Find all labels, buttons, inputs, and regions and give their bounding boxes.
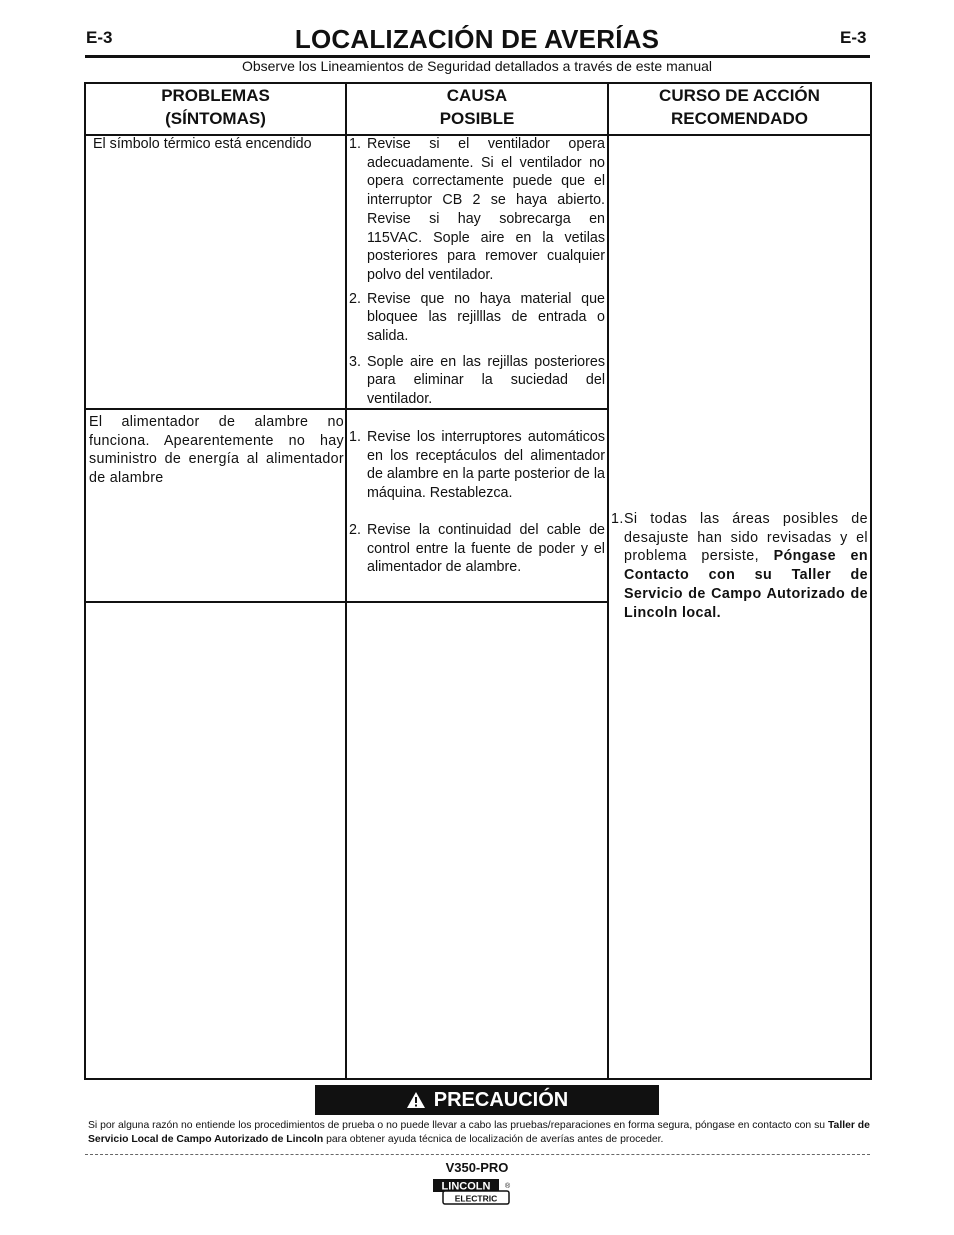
- action-item: [611, 510, 868, 622]
- action-text: Si todas las áreas posibles de desajuste han sido revisadas y el problema persiste,: [624, 511, 868, 565]
- action-text-bold: Póngase en Contacto con su Taller de Servicio de Campo Autorizado de Lincoln local.: [624, 548, 868, 621]
- column-header-problems: [86, 84, 345, 134]
- column-divider: [345, 84, 347, 1078]
- cause-number: 2.: [349, 521, 361, 538]
- page-subtitle: Observe los Lineamientos de Seguridad detallados a través de este manual: [241, 58, 713, 74]
- column-header-action: [609, 84, 870, 134]
- caution-text-part: para obtener ayuda técnica de localización de averías antes de proceder.: [326, 1133, 664, 1145]
- cause-cell: [349, 135, 605, 409]
- cause-number: 1.: [349, 136, 361, 152]
- problem-cell: El alimentador de alambre no funciona. Apearentemente no hay suministro de energía al alimentador de alambre: [89, 414, 344, 487]
- caution-text: [88, 1119, 874, 1146]
- cause-text: Sople aire en las rejillas posteriores para eliminar la suciedad del ventilador.: [367, 353, 605, 408]
- cause-item: [349, 353, 605, 409]
- cause-number: 2.: [349, 290, 361, 307]
- column-header-cause: [347, 84, 607, 134]
- caution-label: PRECAUCIÓN: [433, 1088, 569, 1111]
- row-divider: [86, 601, 609, 603]
- cause-item: [349, 521, 605, 577]
- warning-triangle-icon: [406, 1091, 426, 1109]
- cause-cell: [349, 428, 605, 577]
- caution-banner: [315, 1085, 659, 1115]
- header-line: RECOMENDADO: [671, 109, 808, 128]
- header-line: (SÍNTOMAS): [165, 109, 266, 128]
- cause-number: 3.: [349, 353, 361, 370]
- cause-text: Revise que no haya material que bloquee las rejilllas de entrada o salida.: [367, 290, 605, 345]
- page-code-right: E-3: [840, 28, 867, 47]
- cause-text: Revise la continuidad del cable de control entre la fuente de poder y el alimentador de alambre.: [367, 521, 605, 576]
- page-title: LOCALIZACIÓN DE AVERÍAS: [294, 24, 660, 54]
- cause-item: [349, 290, 605, 346]
- caution-text-part: Si por alguna razón no entiende los procedimientos de prueba o no puede llevar a cabo las pruebas/reparaciones en forma segura, póngase en contacto con su: [88, 1120, 826, 1131]
- header-line: POSIBLE: [439, 109, 515, 128]
- column-divider: [607, 84, 609, 1078]
- cause-text: Revise los interruptores automáticos en los receptáculos del alimentador de alambre en la parte posterior de la máquina. Restablezca.: [367, 429, 605, 502]
- registered-mark: ®: [505, 1183, 511, 1190]
- page-code-left: E-3: [86, 28, 113, 47]
- problem-cell: El símbolo térmico está encendido: [93, 136, 312, 152]
- cause-item: [349, 135, 605, 285]
- caution-text-bold: Taller de Servicio Local de Campo Autorizado de Lincoln: [88, 1120, 870, 1145]
- logo-text-bottom: ELECTRIC: [454, 1193, 498, 1204]
- action-cell: [611, 510, 868, 622]
- cause-number: 1.: [349, 429, 361, 445]
- cause-text: Revise si el ventilador opera adecuadamente. Si el ventilador no opera correctamente puede que el interruptor CB 2 se haya abierto. Revise si hay sobrecarga en 115VAC. Sople aire en la vetilas posteriores para remover cualquier polvo del ventilador.: [367, 136, 605, 283]
- header-line: PROBLEMAS: [161, 86, 270, 105]
- header-line: CAUSA: [446, 86, 508, 105]
- troubleshooting-table: [84, 82, 872, 1080]
- header-line: CURSO DE ACCIÓN: [659, 86, 820, 105]
- model-name: V350-PRO: [445, 1160, 509, 1175]
- cause-item: [349, 428, 605, 503]
- lincoln-electric-logo: [432, 1177, 512, 1207]
- footer-divider: [85, 1154, 870, 1155]
- action-number: 1.: [611, 511, 624, 527]
- logo-text-top: LINCOLN: [441, 1180, 491, 1193]
